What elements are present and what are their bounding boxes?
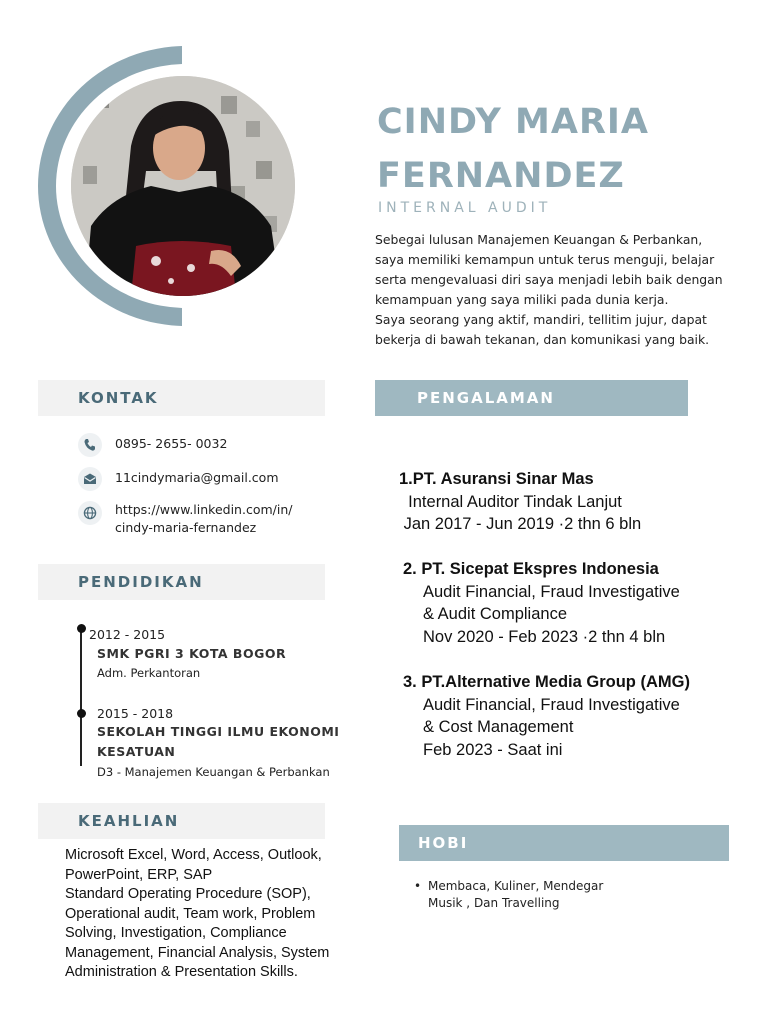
pengalaman-section-header	[375, 380, 688, 416]
hobi-title: HOBI	[418, 834, 469, 852]
experience-item	[403, 558, 680, 648]
kontak-title: KONTAK	[78, 389, 159, 407]
education-detail: D3 - Manajemen Keuangan & Perbankan	[97, 765, 330, 779]
skills-line: Administration & Presentation Skills.	[65, 964, 298, 980]
name-line-1: CINDY MARIA	[377, 102, 650, 142]
keahlian-title: KEAHLIAN	[78, 812, 180, 830]
email-address[interactable]: 11cindymaria@gmail.com	[115, 470, 279, 485]
experience-line: & Cost Management	[423, 718, 574, 736]
summary-text	[375, 230, 755, 350]
linkedin-url[interactable]	[115, 501, 292, 537]
pendidikan-title: PENDIDIKAN	[78, 573, 204, 591]
summary-line: kemampuan yang saya miliki pada dunia kerja.	[375, 292, 669, 307]
skills-line: PowerPoint, ERP, SAP	[65, 866, 213, 883]
summary-line: bekerja di bawah tekanan, dan komunikasi yang baik.	[375, 332, 710, 347]
hobby-text	[428, 878, 603, 912]
skills-list	[65, 846, 365, 983]
hobby-line-1: Membaca, Kuliner, Mendegar	[428, 879, 604, 893]
hobby-line-2: Musik , Dan Travelling	[428, 896, 560, 910]
globe-icon	[78, 501, 102, 525]
school-line-2: KESATUAN	[97, 744, 176, 759]
pendidikan-section-header	[38, 564, 325, 600]
education-years: 2015 - 2018	[97, 706, 174, 721]
experience-line: Audit Financial, Fraud Investigative	[423, 695, 680, 714]
experience-item	[399, 468, 641, 536]
job-role: INTERNAL AUDIT	[378, 200, 552, 216]
experience-line: & Audit Compliance	[423, 605, 567, 623]
skills-line: Management, Financial Analysis, System	[65, 944, 330, 961]
linkedin-line-2: cindy-maria-fernandez	[115, 520, 257, 535]
experience-line: Audit Financial, Fraud Investigative	[423, 582, 680, 601]
pengalaman-title: PENGALAMAN	[417, 389, 555, 407]
experience-company: 1.PT. Asuransi Sinar Mas	[399, 470, 594, 488]
experience-company: 3. PT.Alternative Media Group (AMG)	[403, 673, 690, 691]
keahlian-section-header	[38, 803, 325, 839]
education-years: 2012 - 2015	[89, 627, 166, 642]
skills-line: Solving, Investigation, Compliance	[65, 925, 287, 941]
skills-line: Microsoft Excel, Word, Access, Outlook,	[65, 847, 322, 863]
skills-line: Operational audit, Team work, Problem	[65, 905, 316, 922]
experience-line: Jan 2017 - Jun 2019 ·2 thn 6 bln	[399, 515, 642, 533]
education-school: SMK PGRI 3 KOTA BOGOR	[97, 646, 287, 661]
experience-line: Internal Auditor Tindak Lanjut	[399, 492, 622, 511]
bullet-icon: •	[414, 879, 422, 893]
skills-line: Standard Operating Procedure (SOP),	[65, 886, 311, 902]
education-school	[97, 722, 339, 762]
profile-photo	[71, 76, 295, 296]
phone-number: 0895- 2655- 0032	[115, 436, 228, 451]
hobi-section-header	[399, 825, 729, 861]
experience-line: Feb 2023 - Saat ini	[423, 740, 563, 759]
summary-line: Sebegai lulusan Manajemen Keuangan & Perbankan,	[375, 232, 703, 247]
name-line-2: FERNANDEZ	[377, 156, 625, 196]
school-line-1: SEKOLAH TINGGI ILMU EKONOMI	[97, 724, 340, 739]
summary-line: saya memiliki kemampun untuk terus menguji, belajar	[375, 252, 715, 267]
timeline-dot	[77, 624, 86, 633]
kontak-section-header	[38, 380, 325, 416]
summary-line: serta mengevaluasi diri saya menjadi lebih baik dengan	[375, 272, 723, 287]
timeline-dot	[77, 709, 86, 718]
education-timeline	[80, 628, 82, 766]
experience-item	[403, 671, 690, 761]
linkedin-line-1: https://www.linkedin.com/in/	[115, 502, 293, 517]
full-name	[377, 95, 717, 203]
experience-company: 2. PT. Sicepat Ekspres Indonesia	[403, 560, 659, 578]
education-detail: Adm. Perkantoran	[97, 666, 201, 680]
experience-line: Nov 2020 - Feb 2023 ·2 thn 4 bln	[423, 627, 666, 646]
phone-icon	[78, 433, 102, 457]
summary-line: Saya seorang yang aktif, mandiri, tellitim jujur, dapat	[375, 312, 707, 327]
mail-icon	[78, 467, 102, 491]
